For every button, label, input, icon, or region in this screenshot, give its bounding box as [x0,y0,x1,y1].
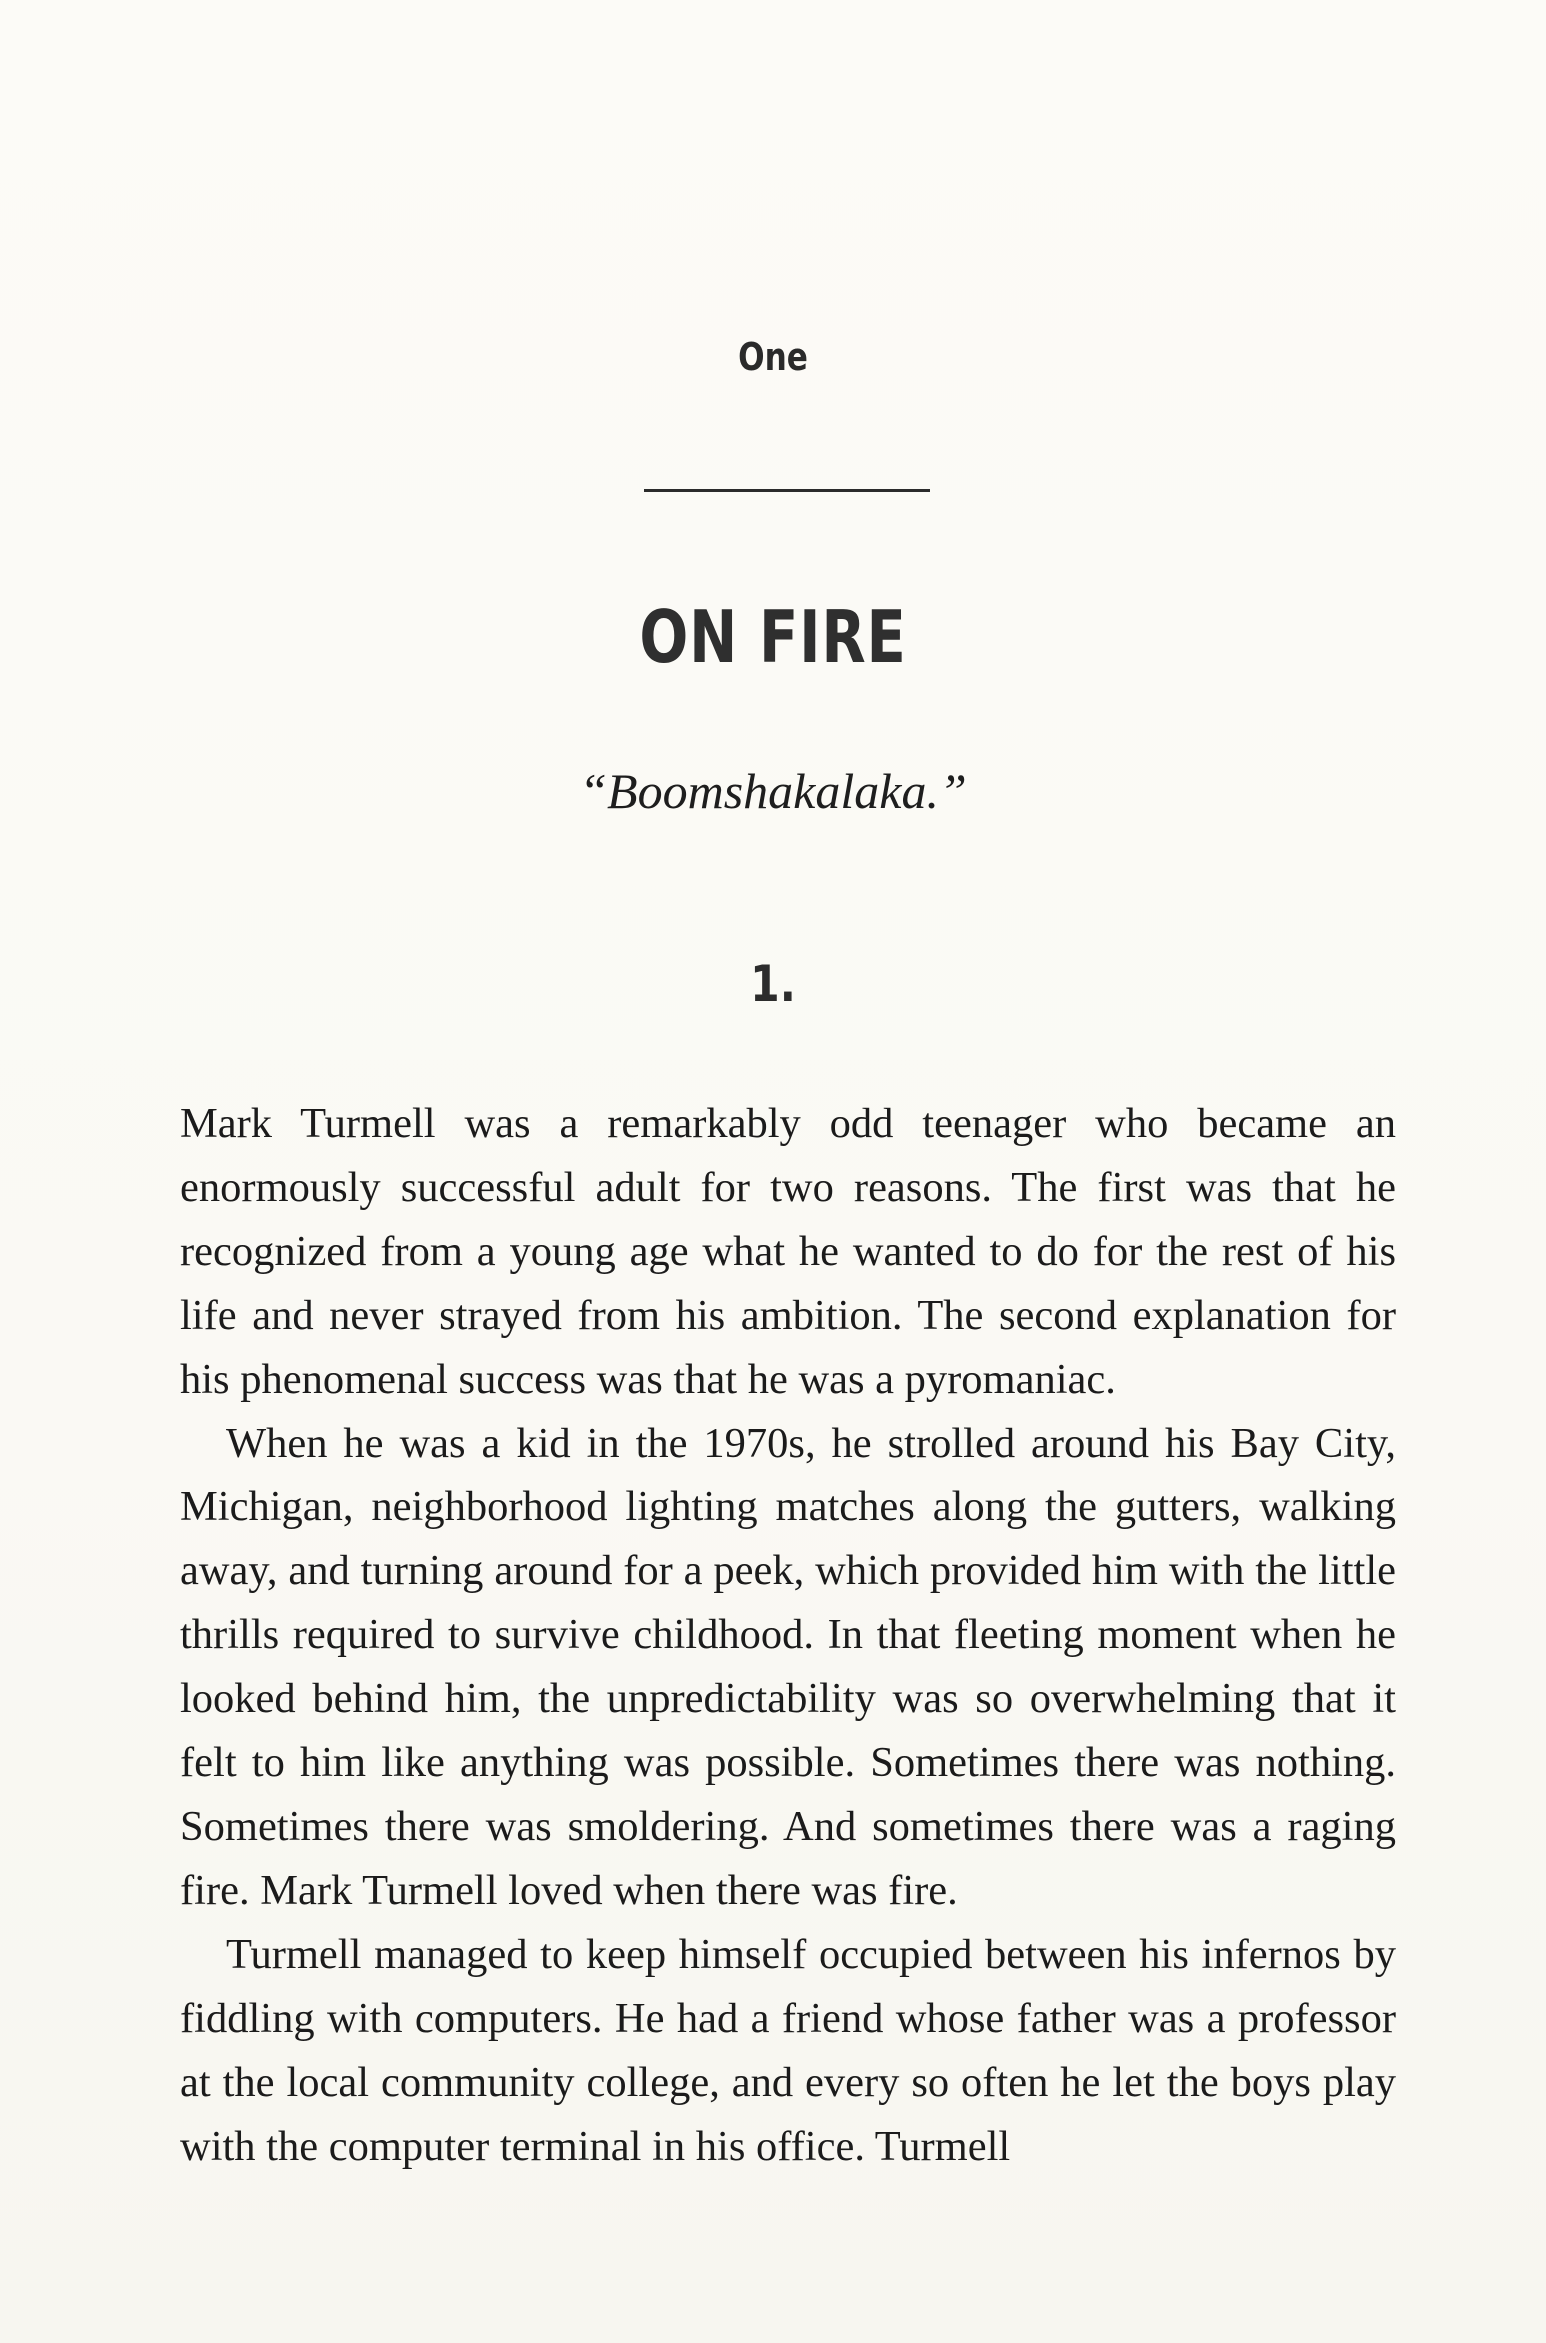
paragraph-3: Turmell managed to keep himself occupied between his infernos by fiddling with computers. He had a friend whose father was a professor at the local community college, and every so often he let the boys play with the computer terminal in his office. Turmell [180,1930,1396,2170]
paragraph-1: Mark Turmell was a remarkably odd teenager who became an enormously successful adult for two reasons. The first was that he recognized from a young age what he wanted to do for the rest of his life and never strayed from his ambition. The second explanation for his phenomenal success was that he was a pyromaniac. [180,1100,1396,1403]
chapter-divider [644,489,930,492]
chapter-title: ON FIRE [639,595,907,679]
body-text [180,1092,1396,2178]
chapter-number: One [738,335,808,379]
chapter-epigraph: “Boomshakalaka.” [579,763,967,819]
section-number: 1. [750,955,796,1013]
paragraph-2: When he was a kid in the 1970s, he strolled around his Bay City, Michigan, neighborhood lighting matches along the gutters, walking away, and turning around for a peek, which provided him with the little thrills required to survive childhood. In that fleeting moment when he looked behind him, the unpredictability was so overwhelming that it felt to him like anything was possible. Sometimes there was nothing. Sometimes there was smoldering. And sometimes there was a raging fire. Mark Turmell loved when there was fire. [180,1419,1396,1914]
